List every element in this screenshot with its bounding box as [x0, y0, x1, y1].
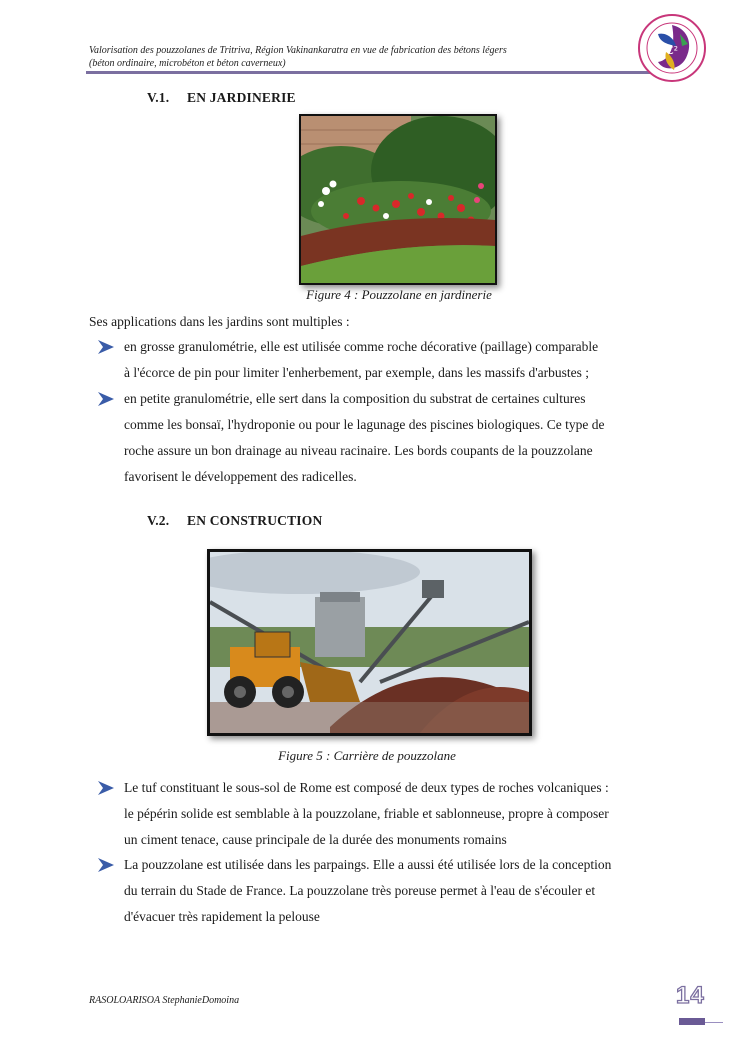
garden-bullet-1 — [124, 334, 656, 386]
header-rule — [86, 71, 658, 74]
svg-text:C²: C² — [665, 44, 679, 57]
construction-bullet-1-line-3: un ciment tenace, cause principale de la durée des monuments romains — [124, 832, 507, 847]
page-number-rule — [705, 1022, 723, 1023]
page-number-bar — [679, 1018, 705, 1025]
page-number: 14 — [676, 982, 705, 1009]
construction-bullet-2 — [124, 852, 656, 930]
garden-bullet-2-line-2: comme les bonsaï, l'hydroponie ou pour le lagunage des piscines biologiques. Ce type de — [124, 417, 605, 432]
arrow-bullet-icon — [98, 392, 114, 406]
construction-bullet-1 — [124, 775, 656, 853]
figure-5-caption: Figure 5 : Carrière de pouzzolane — [278, 748, 456, 763]
running-header — [89, 44, 629, 70]
section-title: EN JARDINERIE — [187, 90, 296, 105]
header-line-2: (béton ordinaire, microbéton et béton caverneux) — [89, 58, 286, 69]
construction-bullet-2-line-2: du terrain du Stade de France. La pouzzolane très poreuse permet à l'eau de s'écouler et — [124, 883, 596, 898]
section-heading-construction — [147, 513, 322, 529]
figure-4-photo — [299, 114, 497, 285]
garden-bullet-1-line-2: à l'écorce de pin pour limiter l'enherbement, par exemple, dans les massifs d'arbustes ; — [124, 365, 590, 380]
garden-bullet-1-line-1: en grosse granulométrie, elle est utilisée comme roche décorative (paillage) comparable — [124, 339, 599, 354]
garden-bullet-2-line-3: roche assure un bon drainage au niveau racinaire. Les bords coupants de la pouzzolane — [124, 443, 593, 458]
garden-intro: Ses applications dans les jardins sont multiples : — [89, 314, 350, 329]
figure-5-photo — [207, 549, 532, 736]
garden-bullet-2 — [124, 386, 656, 490]
construction-bullet-1-line-2: le pépérin solide est semblable à la pouzzolane, friable et sablonneuse, propre à composer — [124, 806, 609, 821]
construction-bullet-1-line-1: Le tuf constituant le sous-sol de Rome est composé de deux types de roches volcaniques : — [124, 780, 609, 795]
faculty-seal-icon — [636, 12, 708, 84]
quarry-illustration — [210, 552, 529, 733]
arrow-bullet-icon — [98, 781, 114, 795]
arrow-bullet-icon — [98, 340, 114, 354]
garden-bullet-2-line-1: en petite granulométrie, elle sert dans la composition du substrat de certaines cultures — [124, 391, 586, 406]
footer-author: RASOLOARISOA StephanieDomoina — [89, 995, 240, 1006]
section-number: V.2. — [147, 513, 170, 528]
garden-illustration — [301, 116, 495, 283]
garden-bullet-2-line-4: favorisent le développement des radicelles. — [124, 469, 357, 484]
construction-bullet-2-line-3: d'évacuer très rapidement la pelouse — [124, 909, 320, 924]
section-title: EN CONSTRUCTION — [187, 513, 323, 528]
figure-4-caption: Figure 4 : Pouzzolane en jardinerie — [306, 287, 492, 302]
header-line-1: Valorisation des pouzzolanes de Tritriva, Région Vakinankaratra en vue de fabrication des bétons légers — [89, 45, 507, 56]
section-heading-jardinerie — [147, 90, 296, 106]
arrow-bullet-icon — [98, 858, 114, 872]
section-number: V.1. — [147, 90, 170, 105]
construction-bullet-2-line-1: La pouzzolane est utilisée dans les parpaings. Elle a aussi été utilisée lors de la conception — [124, 857, 612, 872]
